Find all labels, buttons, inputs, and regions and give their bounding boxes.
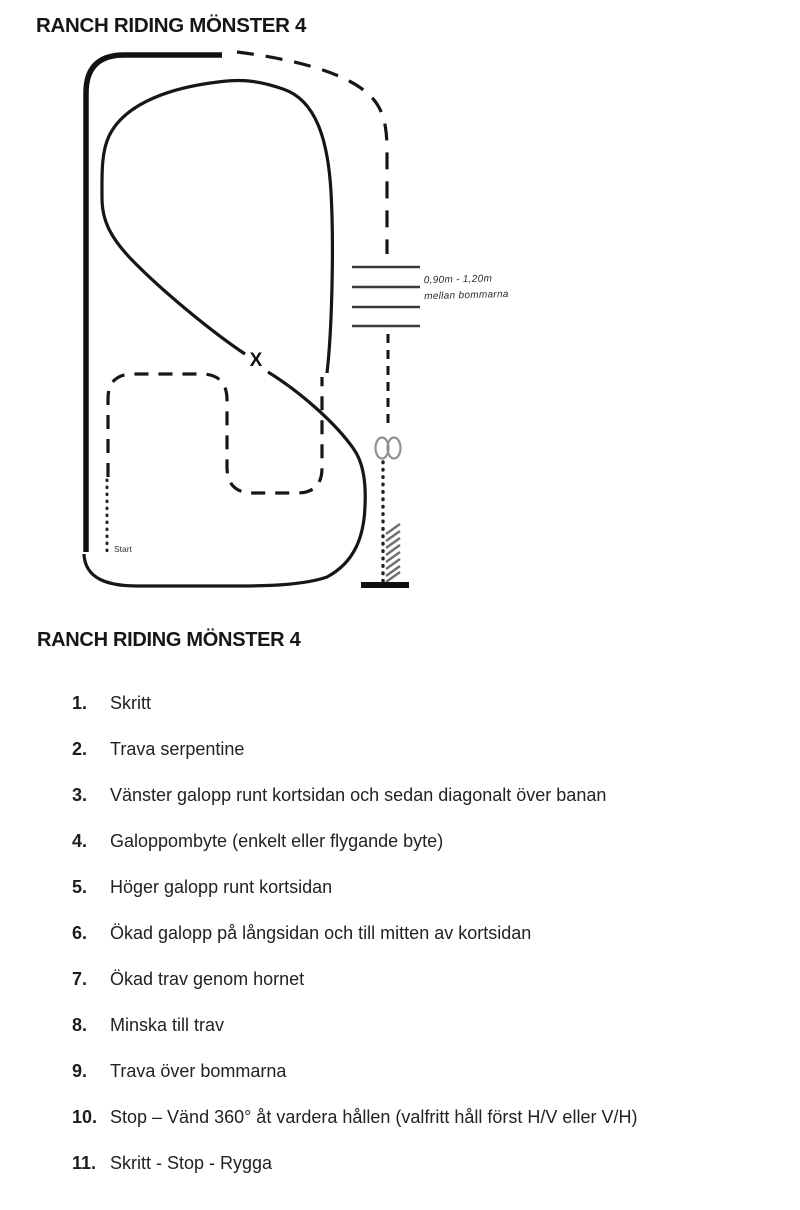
item-text: Vänster galopp runt kortsidan och sedan diagonalt över banan <box>110 785 607 805</box>
item-text: Trava över bommarna <box>110 1061 287 1081</box>
list-item <box>70 877 780 897</box>
list-item <box>70 785 780 805</box>
item-number: 2. <box>72 739 88 759</box>
item-text: Höger galopp runt kortsidan <box>110 877 333 897</box>
list-item <box>70 693 780 713</box>
item-text: Skritt <box>110 693 152 713</box>
list-item <box>70 923 780 943</box>
item-text: Galoppombyte (enkelt eller flygande byte) <box>110 831 444 851</box>
item-text: Trava serpentine <box>110 739 245 759</box>
list-item <box>70 1153 780 1173</box>
extended-lope-wall-path <box>86 55 222 552</box>
poles-spacing-note-line1: 0,90m - 1,20m <box>423 273 493 287</box>
list-item <box>70 831 780 851</box>
list-item <box>70 969 780 989</box>
page-title: RANCH RIDING MÖNSTER 4 <box>36 14 307 37</box>
start-label: Start <box>114 544 132 554</box>
item-number: 11. <box>72 1153 97 1173</box>
list-item <box>70 1061 780 1081</box>
item-text: Ökad galopp på långsidan och till mitten av kortsidan <box>110 923 532 943</box>
item-text: Ökad trav genom hornet <box>110 969 305 989</box>
pattern-instruction-list <box>70 693 780 1199</box>
item-number: 8. <box>72 1015 88 1035</box>
turn-360-symbol <box>376 438 401 459</box>
item-number: 9. <box>72 1061 88 1081</box>
center-x-marker: X <box>249 350 263 371</box>
item-number: 5. <box>72 877 88 897</box>
pattern-diagram <box>0 0 560 614</box>
list-item <box>70 1015 780 1035</box>
item-text: Minska till trav <box>110 1015 225 1035</box>
trot-serpentine-path <box>108 374 322 493</box>
item-number: 7. <box>72 969 88 989</box>
item-number: 4. <box>72 831 88 851</box>
item-number: 1. <box>72 693 88 713</box>
item-number: 3. <box>72 785 88 805</box>
list-heading: RANCH RIDING MÖNSTER 4 <box>37 629 301 651</box>
item-number: 10. <box>72 1107 98 1127</box>
poles-spacing-note-line2: mellan bommarna <box>424 288 509 303</box>
list-item <box>70 1107 780 1127</box>
backup-hatch-marks <box>386 524 400 582</box>
item-number: 6. <box>72 923 88 943</box>
trot-poles <box>352 267 420 326</box>
lope-loop-path <box>102 80 332 373</box>
item-text: Stop – Vänd 360° åt vardera hållen (valfritt håll först H/V eller V/H) <box>110 1107 638 1127</box>
list-item <box>70 739 780 759</box>
item-text: Skritt - Stop - Rygga <box>110 1153 273 1173</box>
